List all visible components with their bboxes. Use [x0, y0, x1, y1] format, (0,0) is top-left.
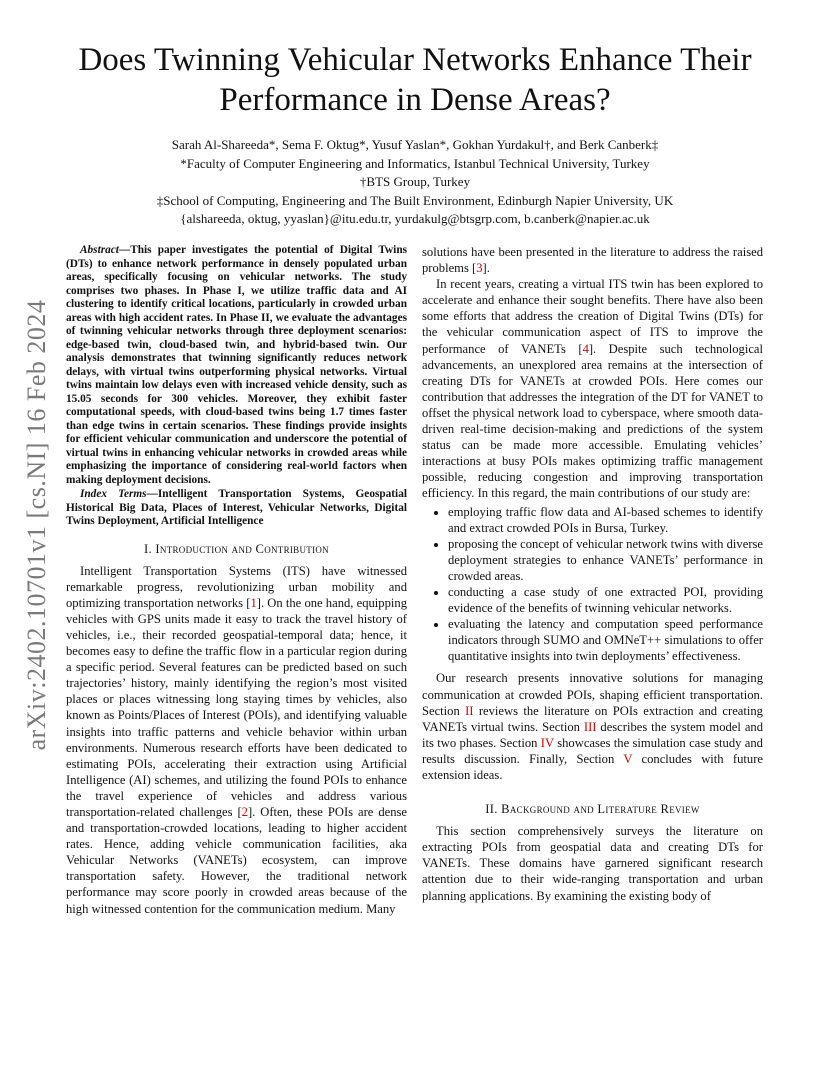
- paper-title: Does Twinning Vehicular Networks Enhance Their Performance in Dense Areas?: [78, 42, 752, 118]
- list-item: • evaluating the latency and computation speed performance indicators through SUMO and OMNeT++ simulations to offer quantitative insights into twin deployments’ effectiveness.: [448, 616, 763, 664]
- organization-paragraph: Our research presents innovative solutions for managing communication at crowded POIs, shaping efficient transportation. Section II reviews the literature on POIs extraction and creating VANETs virtual twins. Section III describes the system model and its two phases. Section IV showcases the simulation case study and results discussion. Finally, Section V concludes with future extension ideas.: [422, 671, 763, 782]
- abstract-label: Abstract: [80, 244, 119, 256]
- author-emails: {alshareeda, oktug, yyaslan}@itu.edu.tr, yurdakulg@btsgrp.com, b.canberk@napier.ac.uk: [180, 211, 650, 226]
- section-link[interactable]: II: [465, 703, 474, 718]
- author-block: [60, 136, 770, 229]
- citation-link[interactable]: 1: [250, 595, 257, 610]
- twin-paragraph: In recent years, creating a virtual ITS twin has been explored to accelerate and enhance their sought benefits. There have also been some efforts that address the creation of Digital Twins (DTs) for the vehicular communication aspect of ITS to improve the performance of VANETs [4]. Despite such technological advancements, an unexplored area remains at the intersection of creating DTs for VANETs at crowded POIs. Here comes our contribution that addresses the integration of the DT for VANET to offset the physical network load to cyberspace, where smooth data-driven real-time decision-making and predictions of the system status can be made more accessible. Emulating vehicles’ interactions at busy POIs makes optimizing traffic management possible, reducing congestion and improving transportation efficiency. In this regard, the main contributions of our study are:: [422, 277, 763, 501]
- abstract: [66, 244, 407, 487]
- citation-link[interactable]: 3: [476, 261, 483, 276]
- index-terms-label: Index Terms: [80, 488, 147, 500]
- author-names: Sarah Al-Shareeda*, Sema F. Oktug*, Yusuf Yaslan*, Gokhan Yurdakul†, and Berk Canberk‡: [171, 137, 659, 152]
- affiliation-napier: ‡School of Computing, Engineering and The Built Environment, Edinburgh Napier University, UK: [156, 192, 674, 208]
- section-link[interactable]: V: [623, 751, 633, 766]
- left-column: [66, 244, 407, 917]
- section-heading-introduction: I. Introduction and Contribution: [144, 541, 329, 556]
- section-link[interactable]: III: [583, 719, 597, 734]
- index-terms: [66, 488, 407, 529]
- intro-paragraph: Intelligent Transportation Systems (ITS) have witnessed remarkable progress, revolutionizing urban mobility and optimizing transportation networks [1]. On the one hand, equipping vehicles with GPS units made it easy to track the travel history of vehicles, i.e., their recorded geospatial-temporal data; hence, it becomes easy to define the traffic flow in a particular region during a specific period. Several features can be predicted based on such trajectories’ history, mainly identifying the region’s most visited places or places witnessing long staying times by vehicles, also known as Points/Places of Interest (POIs), and identifying valuable insights into traffic patterns and vehicle behavior within urban environments. Numerous research efforts have been dedicated to estimating POIs, accelerating their extraction using Artificial Intelligence (AI) schemes, and utilizing the found POIs to enhance the travel experience of vehicles and address various transportation-related challenges [2]. Often, these POIs are dense and transportation-crowded locations, leading to higher accident rates. Hence, adding vehicle communication facilities, aka Vehicular Networks (VANETs) ecosystem, can improve transportation safety. However, the traditional network performance may score poorly in crowded areas because of the high witnessed contention for the communication medium. Many: [66, 563, 407, 916]
- section-link[interactable]: IV: [540, 735, 554, 750]
- abstract-text: —This paper investigates the potential of Digital Twins (DTs) to enhance network performance in densely populated urban areas, specifically focusing on vehicular networks. The study comprises two phases. In Phase I, we utilize traffic data and AI clustering to identify critical locations, particularly in crowded urban areas with high accident rates. In Phase II, we evaluate the advantages of twinning vehicular networks through three deployment scenarios: edge-based twin, cloud-based twin, and hybrid-based twin. Our analysis demonstrates that twinning significantly reduces network delays, with virtual twins outperforming physical networks. Virtual twins maintain low delays even with increased vehicle density, such as 15.05 seconds for 300 vehicles. Moreover, they exhibit faster computational speeds, with cloud-based twins being 1.7 times faster than edge twins in certain scenarios. These findings provide insights for efficient vehicular communication and underscore the potential of virtual twins in enhancing vehicular networks in crowded areas while emphasizing the importance of considering real-world factors when making deployment decisions.: [66, 244, 407, 486]
- affiliation-itu: *Faculty of Computer Engineering and Informatics, Istanbul Technical University, Turkey: [180, 155, 650, 171]
- list-item: • employing traffic flow data and AI-based schemes to identify and extract crowded POIs in Bursa, Turkey.: [448, 504, 763, 536]
- continued-paragraph: solutions have been presented in the literature to address the raised problems [3].: [422, 245, 763, 276]
- citation-link[interactable]: 4: [582, 341, 589, 356]
- arxiv-sidebar-stamp: [14, 290, 60, 760]
- arxiv-id: arXiv:2402.10701v1 [cs.NI] 16 Feb 2024: [22, 299, 51, 751]
- list-item: • proposing the concept of vehicular network twins with diverse deployment strategies to enhance VANETs’ performance in crowded areas.: [448, 536, 763, 584]
- index-terms-text: —Intelligent Transportation Systems, Geospatial Historical Big Data, Places of Interest, Vehicular Networks, Digital Twins Deployment, Artificial Intelligence: [66, 488, 407, 527]
- citation-link[interactable]: 2: [241, 805, 248, 819]
- list-item: • conducting a case study of one extracted POI, providing evidence of the benefits of twinning vehicular networks.: [448, 584, 763, 616]
- contributions-list: [422, 504, 763, 665]
- affiliation-bts: †BTS Group, Turkey: [359, 174, 471, 189]
- section-heading-background: II. Background and Literature Review: [485, 802, 700, 817]
- background-paragraph: This section comprehensively surveys the literature on extracting POIs from geospatial data and creating DTs for VANETs. These domains have garnered significant research attention due to their wide-ranging transportation and urban planning applications. By examining the existing body of: [422, 824, 763, 903]
- right-column: [422, 244, 763, 904]
